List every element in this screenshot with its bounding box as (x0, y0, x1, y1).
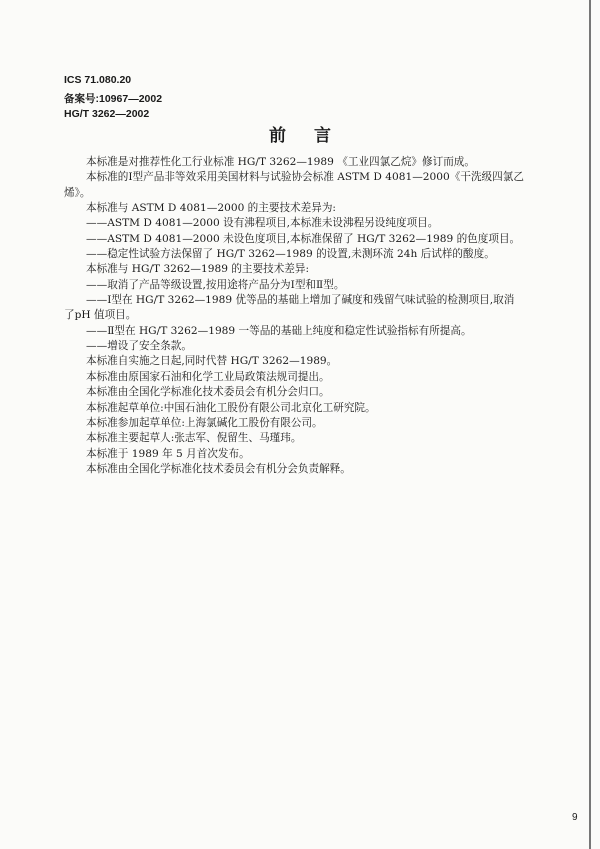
paragraph: 本标准于 1989 年 5 月首次发布。 (86, 447, 250, 460)
foreword-body (64, 155, 524, 477)
page-title: 前言 (269, 126, 359, 146)
paragraph: 本标准由原国家石油和化学工业局政策法规司提出。 (86, 370, 330, 383)
paragraph: ——增设了安全条款。 (86, 340, 192, 353)
paragraph: ——取消了产品等级设置,按用途将产品分为Ⅰ型和Ⅱ型。 (86, 278, 345, 291)
page-number: 9 (572, 812, 578, 823)
paragraph: 本标准起草单位:中国石油化工股份有限公司北京化工研究院。 (86, 401, 376, 414)
paragraph: ——Ⅱ型在 HG/T 3262—1989 一等品的基础上纯度和稳定性试验指标有所提高。 (86, 324, 472, 337)
paragraph: ——ASTM D 4081—2000 设有沸程项目,本标准未设沸程另设纯度项目。 (86, 217, 439, 230)
paragraph: ——稳定性试验方法保留了 HG/T 3262—1989 的设置,未测环流 24h 后试样的酸度。 (86, 248, 495, 261)
scan-edge-line (589, 0, 591, 849)
paragraph: 本标准参加起草单位:上海氯碱化工股份有限公司。 (86, 416, 323, 429)
paragraph: 本标准是对推荐性化工行业标准 HG/T 3262—1989 《工业四氯乙烷》修订而成。 (86, 156, 475, 168)
paragraph: 本标准由全国化学标准化技术委员会有机分会负责解释。 (86, 462, 351, 475)
paragraph: 本标准自实施之日起,同时代替 HG/T 3262—1989。 (86, 355, 338, 368)
paragraph: 本标准的Ⅰ型产品非等效采用美国材料与试验协会标准 ASTM D 4081—2000《干洗级四氯乙烯》。 (64, 171, 524, 199)
paragraph: 本标准与 HG/T 3262—1989 的主要技术差异: (86, 263, 310, 276)
ics-code: ICS 71.080.20 (64, 74, 132, 86)
record-number: 备案号:10967—2002 (64, 93, 163, 105)
paragraph: ——Ⅰ型在 HG/T 3262—1989 优等品的基础上增加了碱度和残留气味试验的检测项目,取消了pH 值项目。 (64, 294, 515, 322)
standard-number: HG/T 3262—2002 (64, 108, 150, 120)
paragraph: 本标准由全国化学标准化技术委员会有机分会归口。 (86, 386, 330, 399)
paragraph: 本标准主要起草人:张志军、倪留生、马瑾玮。 (86, 432, 302, 445)
paragraph: ——ASTM D 4081—2000 未设色度项目,本标准保留了 HG/T 3262—1989 的色度项目。 (86, 232, 521, 245)
paragraph: 本标准与 ASTM D 4081—2000 的主要技术差异为: (86, 202, 336, 215)
